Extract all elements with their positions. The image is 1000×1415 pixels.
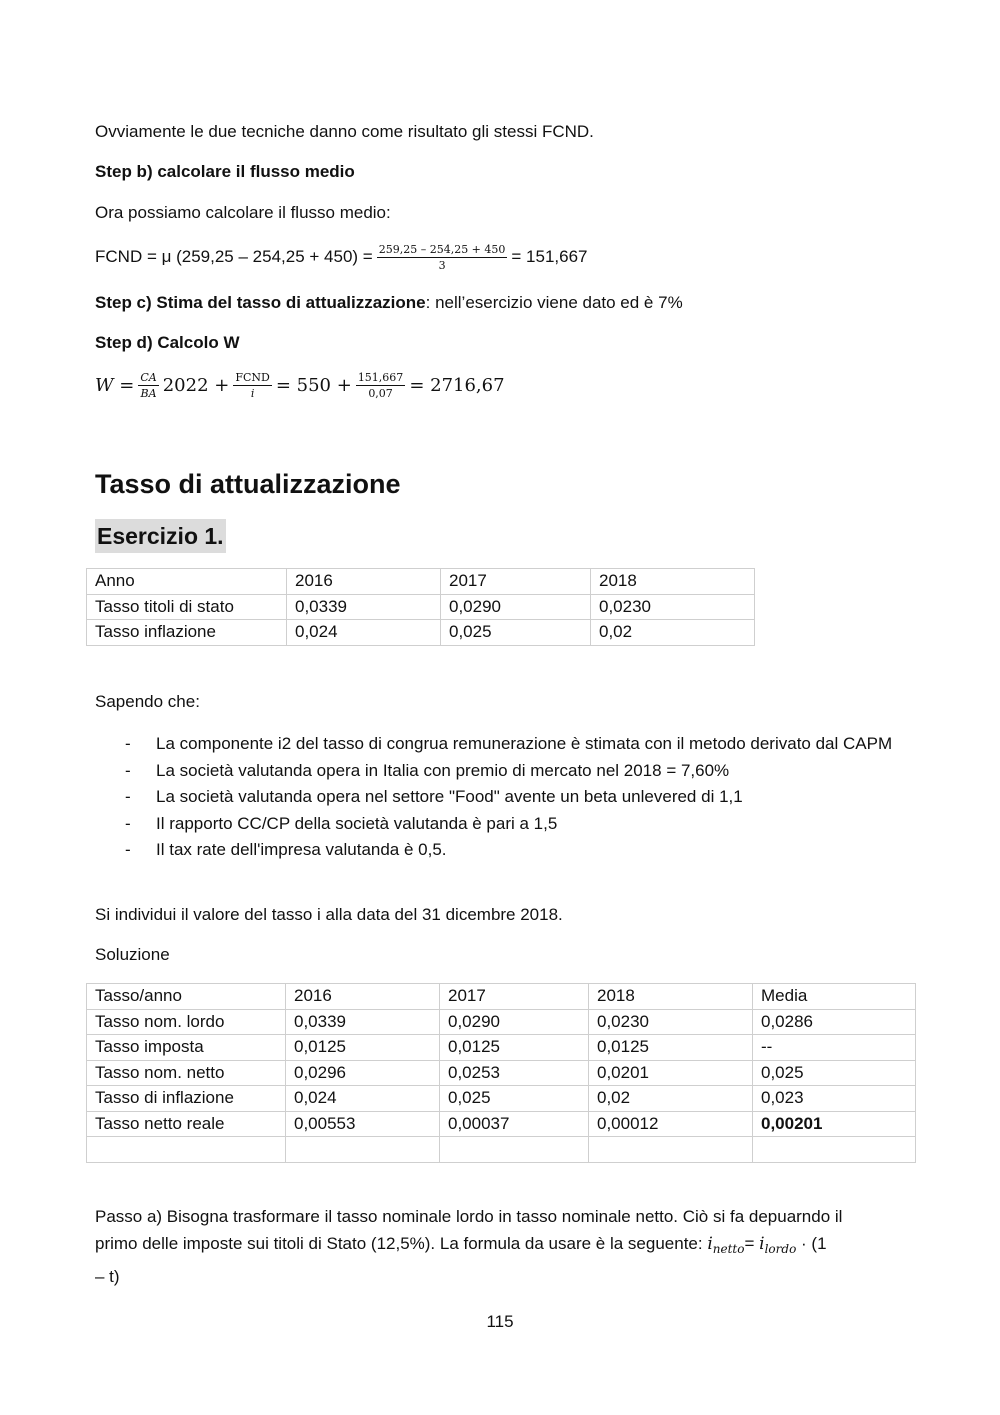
table-cell: Tasso netto reale [87,1111,286,1137]
table-cell: 0,0296 [286,1060,440,1086]
passo-a-line2-text: primo delle imposte sui titoli di Stato (12,5%). La formula da usare è la seguente: [95,1234,703,1253]
fcnd-formula [95,237,588,277]
rates-table [86,568,755,646]
i-netto-symbol: i [707,1234,713,1254]
value-fraction [356,371,406,401]
list-item [95,731,915,757]
table-cell: 0,00012 [589,1111,753,1137]
table-header-row [87,984,916,1010]
table-cell: Tasso inflazione [87,620,287,646]
table-row [87,1009,916,1035]
bullet-dash: - [125,840,131,859]
fcnd-numerator: 259,25 – 254,25 + 450 [378,242,506,256]
table-cell: 0,024 [287,620,441,646]
table-cell: 0,02 [591,620,755,646]
table-cell: 0,0201 [589,1060,753,1086]
table-header-cell: 2016 [287,569,441,595]
table-cell [440,1137,589,1163]
step-c [95,291,683,315]
table-cell: 0,00553 [286,1111,440,1137]
step-c-title: Step c) Stima del tasso di attualizzazione [95,293,426,312]
table-cell: -- [753,1035,916,1061]
solution-label: Soluzione [95,945,170,964]
page-number: 115 [486,1312,514,1331]
table-row [87,1086,916,1112]
table-header-row [87,569,755,595]
table-header-cell: 2018 [591,569,755,595]
ca-ba-fraction [138,371,158,401]
table-cell: Tasso imposta [87,1035,286,1061]
step-b-title: Step b) calcolare il flusso medio [95,162,355,181]
fcnd-i-fraction [233,371,272,401]
passo-a-line2 [95,1230,915,1263]
table-cell: 0,024 [286,1086,440,1112]
passo-a-line1: Passo a) Bisogna trasformare il tasso nominale lordo in tasso nominale netto. Ciò si fa depuarndo il [95,1207,843,1226]
list-item-text: La società valutanda opera nel settore "Food" avente un beta unlevered di 1,1 [156,787,743,806]
table-cell: Tasso titoli di stato [87,594,287,620]
list-item-text: La componente i2 del tasso di congrua remunerazione è stimata con il metodo derivato dal CAPM [156,734,893,753]
w-result: = 2716,67 [409,375,505,396]
list-item-text: Il tax rate dell'impresa valutanda è 0,5. [156,840,447,859]
table-cell: 0,02 [589,1086,753,1112]
list-item-text: La società valutanda opera in Italia con premio di mercato nel 2018 = 7,60% [156,760,730,780]
table-cell-highlight: 0,00201 [753,1111,916,1137]
netto-subscript: netto [712,1242,745,1256]
step-c-text: : nell’esercizio viene dato ed è 7% [425,293,683,312]
list-item [95,758,915,784]
bullet-dash: - [125,760,131,780]
passo-a [95,1203,915,1290]
table-row [87,1035,916,1061]
equals-sign: = [744,1234,755,1253]
table-cell: Tasso nom. netto [87,1060,286,1086]
solution-table [86,983,916,1163]
table-cell: 0,0125 [286,1035,440,1061]
table-cell: 0,00037 [440,1111,589,1137]
table-cell: 0,0125 [440,1035,589,1061]
intro-line: Ovviamente le due tecniche danno come risultato gli stessi FCND. [95,122,594,141]
table-cell: 0,025 [440,1086,589,1112]
table-row-empty [87,1137,916,1163]
value-denominator: 0,07 [368,387,393,400]
lordo-subscript: lordo [764,1242,797,1256]
fcnd-denominator: 3 [438,258,446,272]
table-cell: 0,025 [441,620,591,646]
table-header-cell: Tasso/anno [87,984,286,1010]
table-cell: 0,0125 [589,1035,753,1061]
table-cell: 0,0339 [287,594,441,620]
table-cell [87,1137,286,1163]
table-header-cell: Anno [87,569,287,595]
question-text: Si individui il valore del tasso i alla data del 31 dicembre 2018. [95,905,563,924]
section-title: Tasso di attualizzazione [95,469,401,499]
i-lordo-symbol: i [759,1234,765,1254]
w-symbol: W [95,375,114,396]
list-item [95,784,915,810]
w-eq2: = 550 + [275,375,352,396]
i-denominator: i [250,387,255,400]
ca-numerator: CA [140,371,157,384]
table-cell: 0,0290 [441,594,591,620]
table-row [87,594,755,620]
table-cell: 0,025 [753,1060,916,1086]
table-row [87,1060,916,1086]
table-header-cell: 2017 [441,569,591,595]
table-cell: 0,0253 [440,1060,589,1086]
table-cell: 0,0290 [440,1009,589,1035]
list-item [95,811,915,837]
table-row [87,620,755,646]
bullet-dash: - [125,734,131,753]
table-header-cell: Media [753,984,916,1010]
w-formula [95,366,505,406]
bullet-dash: - [125,813,131,833]
table-cell: 0,0339 [286,1009,440,1035]
fcnd-lhs: FCND = μ (259,25 – 254,25 + 450) = [95,247,373,266]
ba-denominator: BA [140,387,157,400]
table-cell: 0,0286 [753,1009,916,1035]
formula-tail: · (1 [801,1234,827,1253]
value-numerator: 151,667 [357,371,404,384]
fcnd-rhs: = 151,667 [511,247,588,266]
table-cell [753,1137,916,1163]
table-cell: 0,0230 [591,594,755,620]
conditions-list [95,731,915,864]
step-d-title: Step d) Calcolo W [95,333,240,352]
table-cell: Tasso nom. lordo [87,1009,286,1035]
table-header-cell: 2017 [440,984,589,1010]
fcnd-fraction [377,243,508,273]
list-item-text: Il rapporto CC/CP della società valutanda è pari a 1,5 [156,813,558,833]
table-row [87,1111,916,1137]
table-cell: 0,023 [753,1086,916,1112]
table-header-cell: 2016 [286,984,440,1010]
w-year: 2022 + [162,375,230,396]
sapendo-label: Sapendo che: [95,692,200,711]
passo-a-line3: – t) [95,1267,120,1286]
table-cell: Tasso di inflazione [87,1086,286,1112]
table-cell [589,1137,753,1163]
flusso-intro: Ora possiamo calcolare il flusso medio: [95,203,391,222]
table-cell: 0,0230 [589,1009,753,1035]
fcnd-numerator-w: FCND [235,371,270,384]
bullet-dash: - [125,787,131,806]
exercise-title: Esercizio 1. [95,519,226,553]
w-equals: = [119,375,135,396]
list-item [95,837,915,863]
table-header-cell: 2018 [589,984,753,1010]
table-cell [286,1137,440,1163]
